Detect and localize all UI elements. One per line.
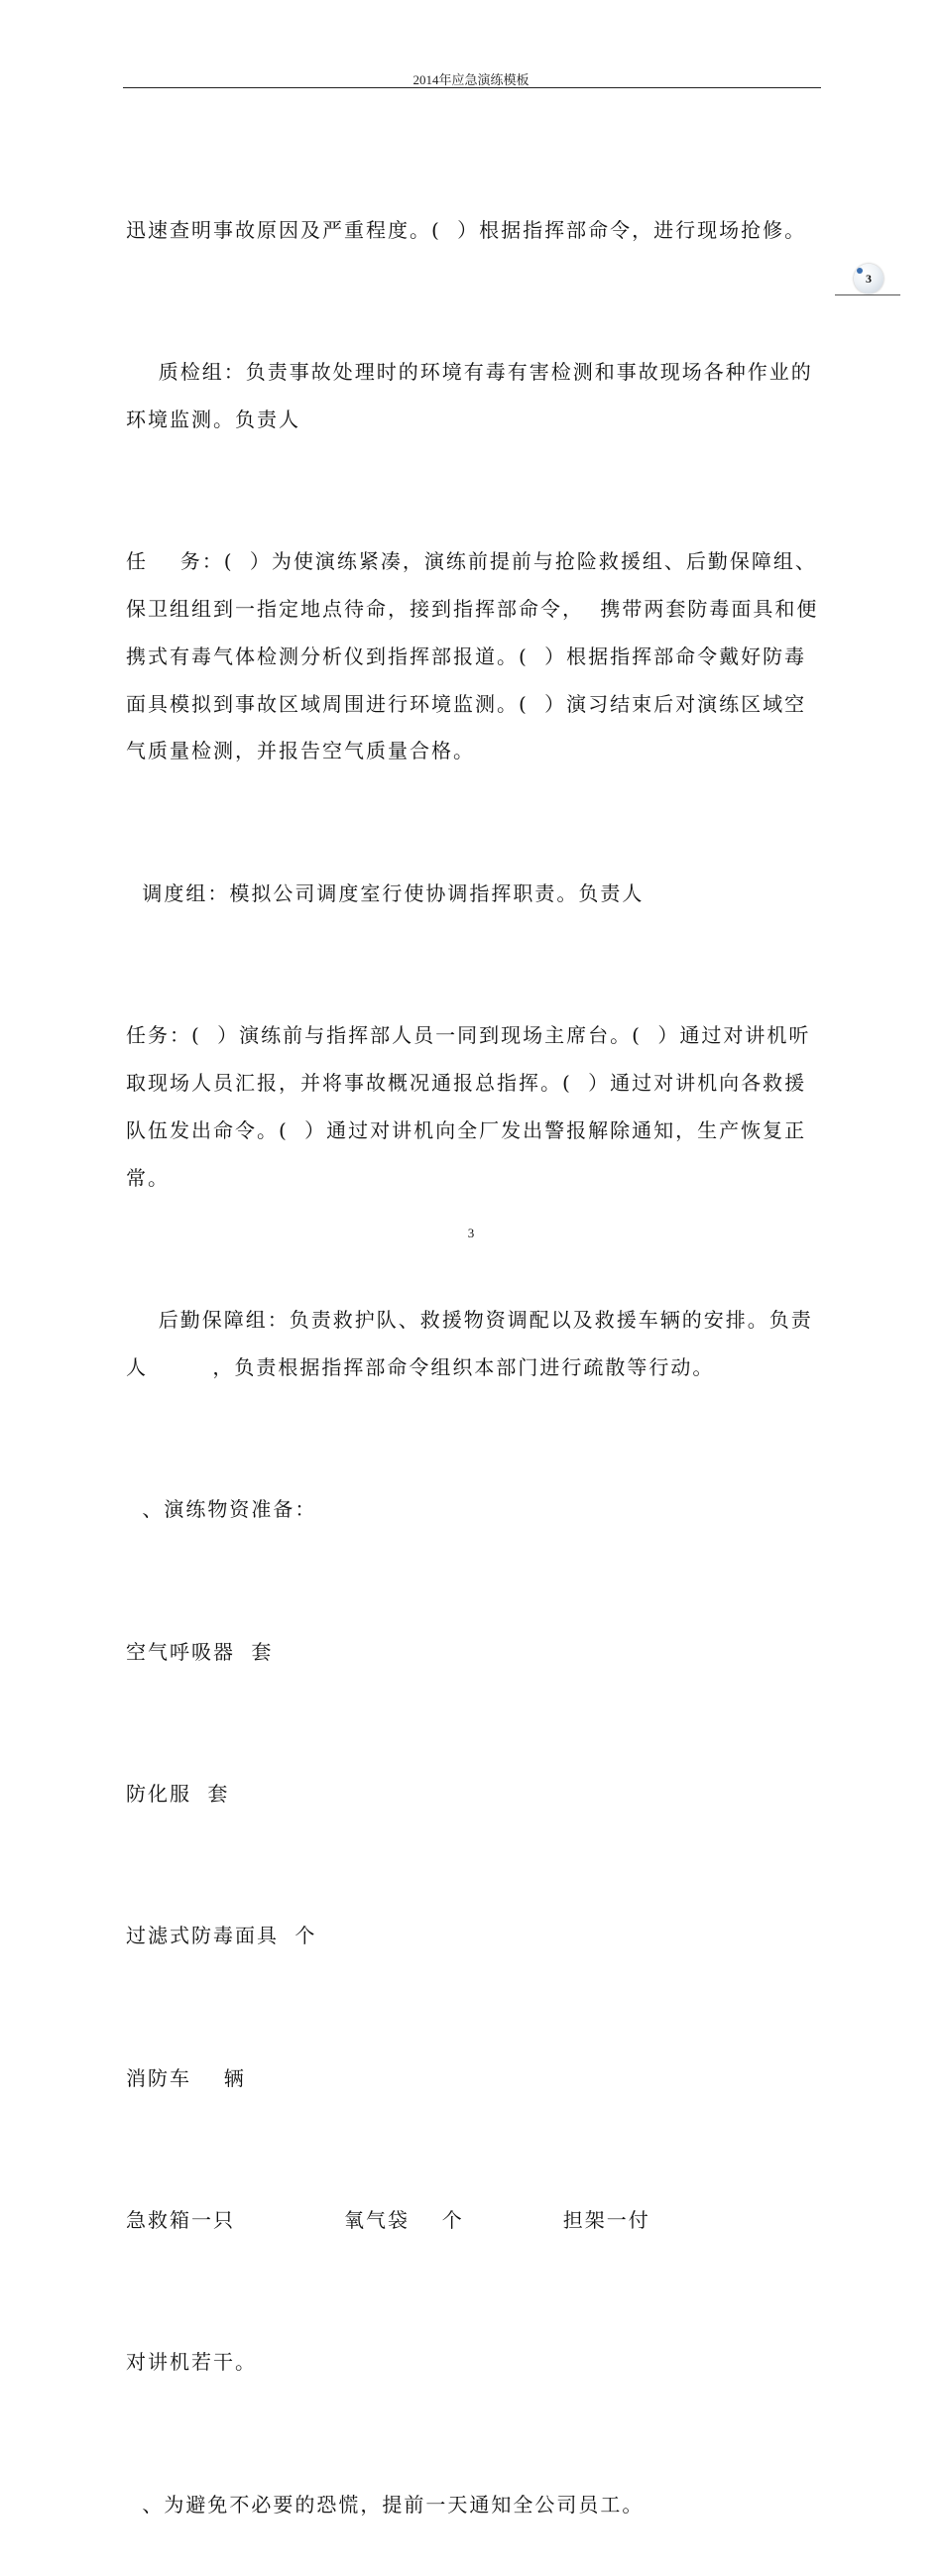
paragraph-rescue-repair: 迅速查明事故原因及严重程度。( ）根据指挥部命令，进行现场抢修。 [126, 217, 807, 242]
list-item-first-aid-box: 急救箱一只 [126, 2208, 235, 2233]
paragraph-materials-heading: 、演练物资准备： [126, 1497, 317, 1522]
list-item-stretcher: 担架一付 [562, 2208, 650, 2233]
document-body [126, 112, 824, 2576]
list-item-oxygen-bag: 氧气袋 个 [344, 2208, 464, 2233]
paragraph-notice: 、为避免不必要的恐慌，提前一天通知全公司员工。 [126, 2492, 645, 2517]
list-item-gas-mask: 过滤式防毒面具 个 [126, 1924, 317, 1948]
list-item-chemical-suit: 防化服 套 [126, 1781, 230, 1806]
page-badge-number: 3 [866, 272, 872, 286]
paragraph-logistics-group: 后勤保障组：负责救护队、救援物资调配以及救援车辆的安排。负责人 ，负责根据指挥部命令组织本部门进行疏散等行动。 [126, 1307, 813, 1379]
badge-dot-icon [857, 268, 863, 274]
paragraph-dispatch-tasks: 任务：( ）演练前与指挥部人员一同到现场主席台。( ）通过对讲机听取现场人员汇报，并将事故概况通报总指挥。( ）通过对讲机向各救援队伍发出命令。( ）通过对讲机向全厂发出警报解除通知，生产恢复正常。 [126, 1023, 811, 1190]
page-footer-number: 3 [467, 1226, 475, 1240]
page-header-title: 2014年应急演练模板 [412, 72, 530, 87]
page-number-badge [854, 264, 883, 293]
badge-underline [835, 294, 900, 295]
list-item-walkie-talkie: 对讲机若干。 [126, 2350, 257, 2375]
header-divider [123, 87, 821, 88]
list-item-breathing-apparatus: 空气呼吸器 套 [126, 1639, 274, 1664]
list-item-fire-truck: 消防车 辆 [126, 2065, 246, 2090]
paragraph-dispatch-group: 调度组：模拟公司调度室行使协调指挥职责。负责人 [126, 880, 645, 905]
paragraph-quality-tasks: 任 务：( ）为使演练紧凑，演练前提前与抢险救援组、后勤保障组、保卫组组到一指定地点待命，接到指挥部命令， 携带两套防毒面具和便携式有毒气体检测分析仪到指挥部报道。( ）根据指挥部命令戴好防毒面具模拟到事故区域周围进行环境监测。( ）演习结束后对演练区域空气质量检测，并报告空气质量合格。 [126, 549, 819, 763]
list-item-first-aid-row [126, 2197, 824, 2245]
paragraph-quality-group: 质检组：负责事故处理时的环境有毒有害检测和事故现场各种作业的环境监测。负责人 [126, 359, 813, 431]
